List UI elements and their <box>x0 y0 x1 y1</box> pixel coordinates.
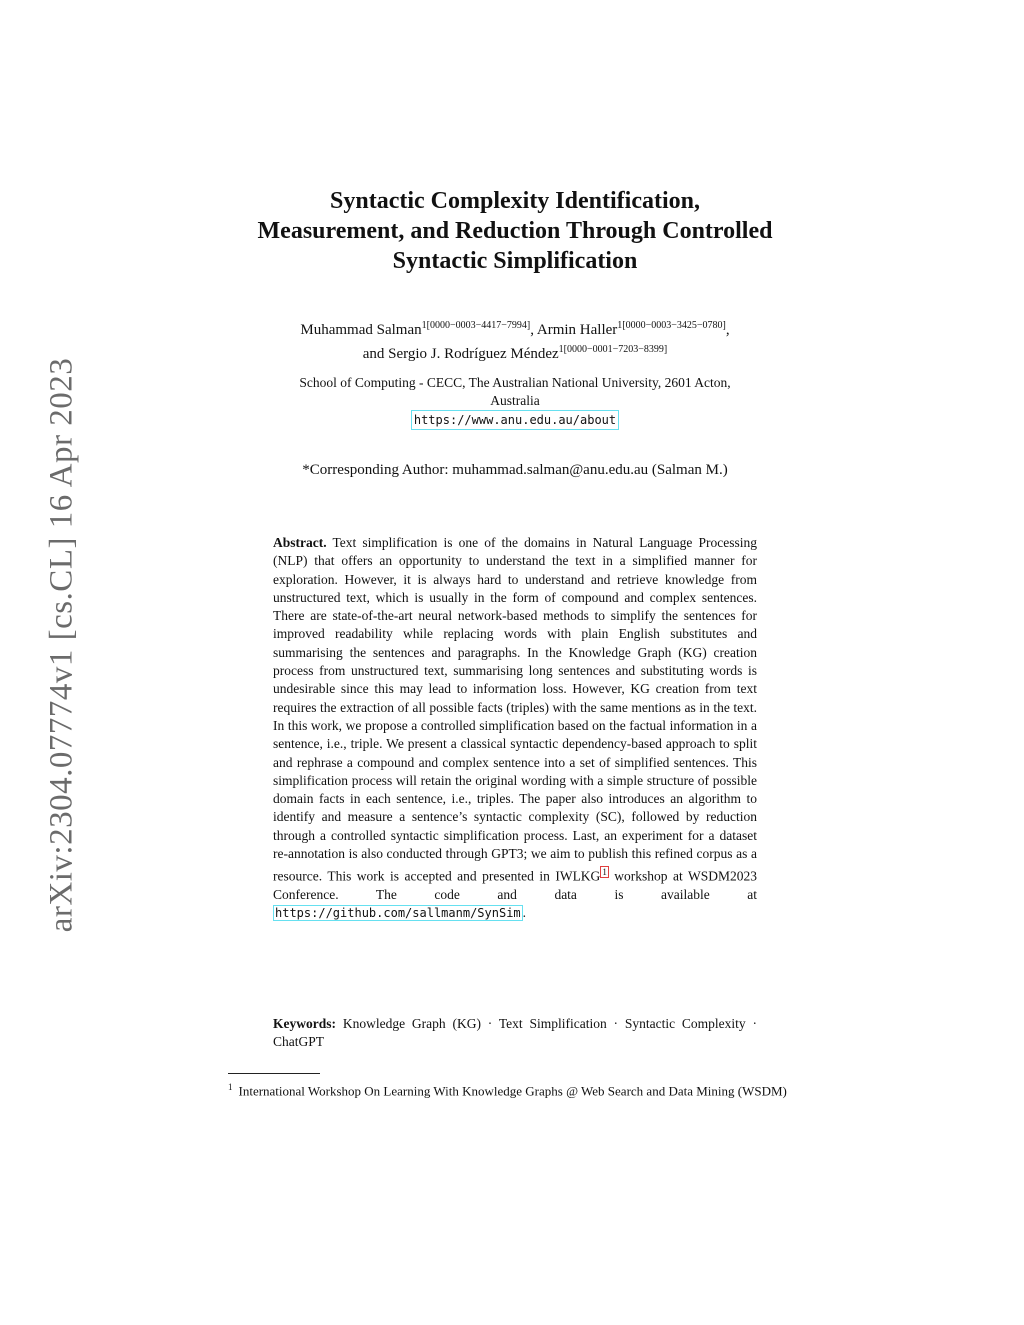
orcid-id[interactable]: 1[0000−0003−3425−0780] <box>617 320 726 331</box>
abstract-text: . <box>522 905 527 921</box>
title-line: Measurement, and Reduction Through Controlled <box>257 218 773 244</box>
paper-title <box>180 186 850 276</box>
code-repo-link[interactable]: https://github.com/sallmanm/SynSim <box>275 906 521 921</box>
footnote-divider <box>228 1073 320 1074</box>
orcid-id[interactable]: 1[0000−0003−4417−7994] <box>421 320 531 331</box>
arxiv-side-identifier: arXiv:2304.07774v1 [cs.CL] 16 Apr 2023 <box>43 357 80 933</box>
footnote <box>228 1078 808 1100</box>
orcid-id[interactable]: 1[0000−0001−7203−8399] <box>558 344 668 355</box>
author-list <box>180 316 850 364</box>
abstract-label: Abstract. <box>273 535 327 550</box>
footnote-ref-link[interactable]: 1 <box>602 867 607 878</box>
author-separator: , <box>725 322 730 338</box>
keywords-label: Keywords: <box>273 1016 336 1031</box>
abstract-text: Text simplification is one of the domains in Natural Language Processing (NLP) that offers an opportunity to understand the text in a simplified manner for exploration. However, it is always hard to understand and retrieve knowledge from unstructured text, which is usually in the form of compound and complex sentences. There are state-of-the-art neural network-based methods to simplify the sentences for improved readability while replacing words with plain English substitutes and summarising the sentences and paragraphs. In the Knowledge Graph (KG) creation process from unstructured text, summarising long sentences and substituting words is undesirable since this may lead to information loss. However, KG creation from text requires the extraction of all possible facts (triples) with the same mentions as in the text. In this work, we propose a controlled simplification based on the factual information in a sentence, i.e., triple. We present a classical syntactic dependency-based approach to split and rephrase a compound and complex sentence into a set of simplified sentences. This simplification process will retain the original wording with a simple structure of possible domain facts in each sentence, i.e., triples. The paper also introduces an algorithm to identify and measure a sentence’s syntactic complexity (SC), followed by reduction through a controlled syntactic simplification process. Last, an experiment for a dataset re-annotation is also conducted through GPT3; we aim to publish this refined corpus as a resource. This work is accepted and presented in IWLKG <box>273 535 758 884</box>
keywords <box>273 1015 757 1052</box>
affiliation-line: School of Computing - CECC, The Australian National University, 2601 Acton, <box>299 375 731 390</box>
author-name: and Sergio J. Rodríguez Méndez <box>362 346 559 362</box>
affiliation-url-link[interactable]: https://www.anu.edu.au/about <box>411 410 619 430</box>
author-name: Muhammad Salman <box>300 322 422 338</box>
affiliation-line: Australia <box>490 393 540 408</box>
abstract <box>273 534 757 923</box>
affiliation <box>180 374 850 430</box>
title-line: Syntactic Simplification <box>392 248 638 274</box>
footnote-mark: 1 <box>228 1082 233 1092</box>
title-line: Syntactic Complexity Identification, <box>330 188 700 214</box>
author-name: , Armin Haller <box>530 322 618 338</box>
corresponding-author: *Corresponding Author: muhammad.salman@anu.edu.au (Salman M.) <box>302 462 728 478</box>
keywords-text: Knowledge Graph (KG) · Text Simplification · Syntactic Complexity · ChatGPT <box>273 1016 757 1050</box>
footnote-text: International Workshop On Learning With Knowledge Graphs @ Web Search and Data Mining (WSDM) <box>238 1083 787 1099</box>
abstract-text: workshop at WSDM2023 Conference. The code and data is available at <box>273 868 757 903</box>
